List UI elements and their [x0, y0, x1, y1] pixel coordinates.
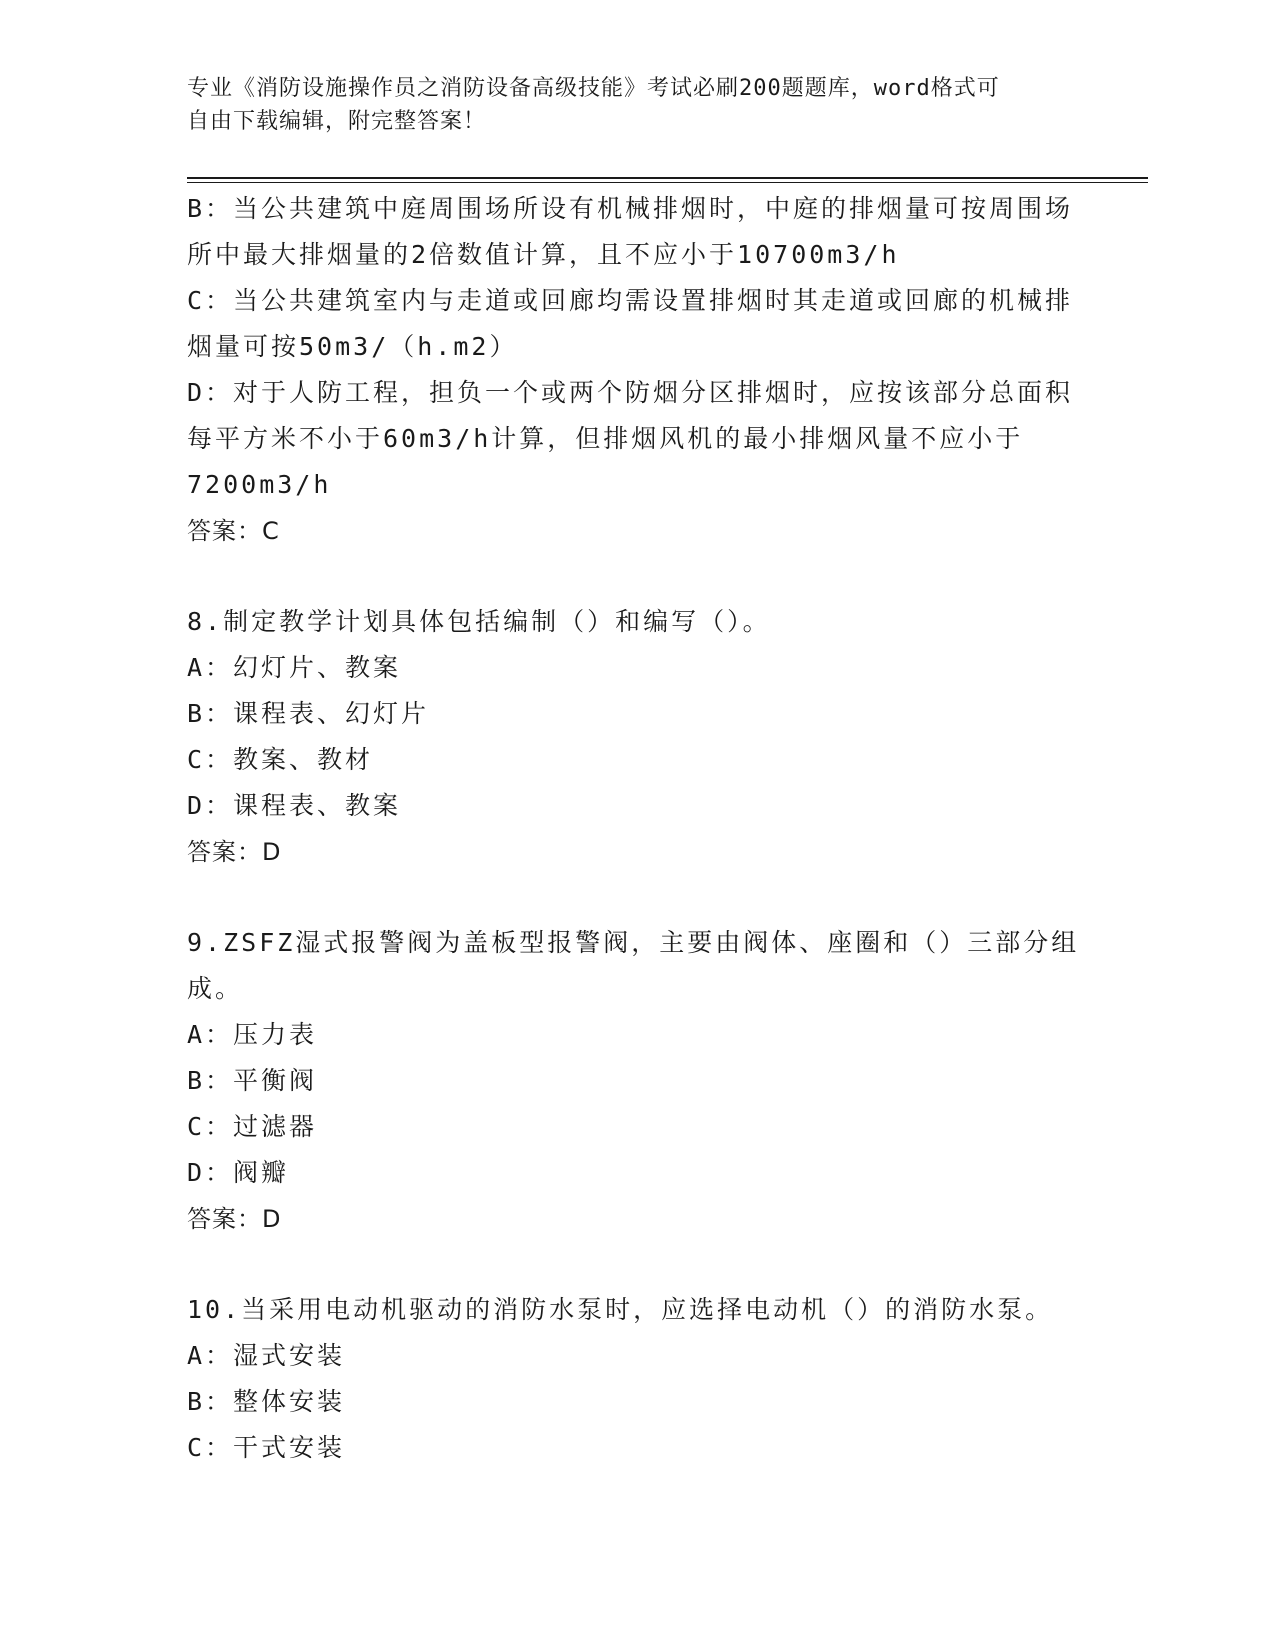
- answer-line: 答案：C: [187, 517, 280, 545]
- option-b: B：当公共建筑中庭周围场所设有机械排烟时，中庭的排烟量可按周围场所中最大排烟量的2倍数值计算，且不应小于10700m3/h: [187, 194, 1074, 269]
- header-divider-thick: [187, 177, 1148, 179]
- option-b: B：平衡阀: [187, 1066, 318, 1095]
- document-header: [187, 72, 1087, 138]
- header-divider-thin: [187, 182, 1148, 183]
- option-c: C：干式安装: [187, 1433, 346, 1462]
- question-10: [187, 1287, 1087, 1471]
- header-title-line-2: 自由下载编辑，附完整答案！: [187, 109, 487, 134]
- answer-line: 答案：D: [187, 1205, 282, 1233]
- option-a: A：压力表: [187, 1020, 318, 1049]
- question-stem: 10.当采用电动机驱动的消防水泵时，应选择电动机（）的消防水泵。: [187, 1295, 1054, 1324]
- option-c: C：教案、教材: [187, 745, 374, 774]
- question-7-continuation: [187, 186, 1087, 554]
- option-c: C：当公共建筑室内与走道或回廊均需设置排烟时其走道或回廊的机械排烟量可按50m3/（h.m2）: [187, 286, 1074, 361]
- header-title-line-1: 专业《消防设施操作员之消防设备高级技能》考试必刷200题题库，word格式可: [187, 76, 1000, 101]
- answer-line: 答案：D: [187, 838, 282, 866]
- question-stem: 9.ZSFZ湿式报警阀为盖板型报警阀，主要由阀体、座圈和（）三部分组成。: [187, 928, 1080, 1003]
- question-8: [187, 599, 1087, 875]
- option-a: A：湿式安装: [187, 1341, 346, 1370]
- option-b: B：课程表、幻灯片: [187, 699, 430, 728]
- question-stem: 8.制定教学计划具体包括编制（）和编写（）。: [187, 607, 771, 636]
- option-b: B：整体安装: [187, 1387, 346, 1416]
- option-c: C：过滤器: [187, 1112, 318, 1141]
- option-d: D：课程表、教案: [187, 791, 402, 820]
- option-d: D：对于人防工程，担负一个或两个防烟分区排烟时，应按该部分总面积每平方米不小于60m3/h计算，但排烟风机的最小排烟风量不应小于7200m3/h: [187, 378, 1074, 499]
- option-d: D：阀瓣: [187, 1158, 290, 1187]
- option-a: A：幻灯片、教案: [187, 653, 402, 682]
- question-9: [187, 920, 1087, 1242]
- question-content: [187, 186, 1087, 1471]
